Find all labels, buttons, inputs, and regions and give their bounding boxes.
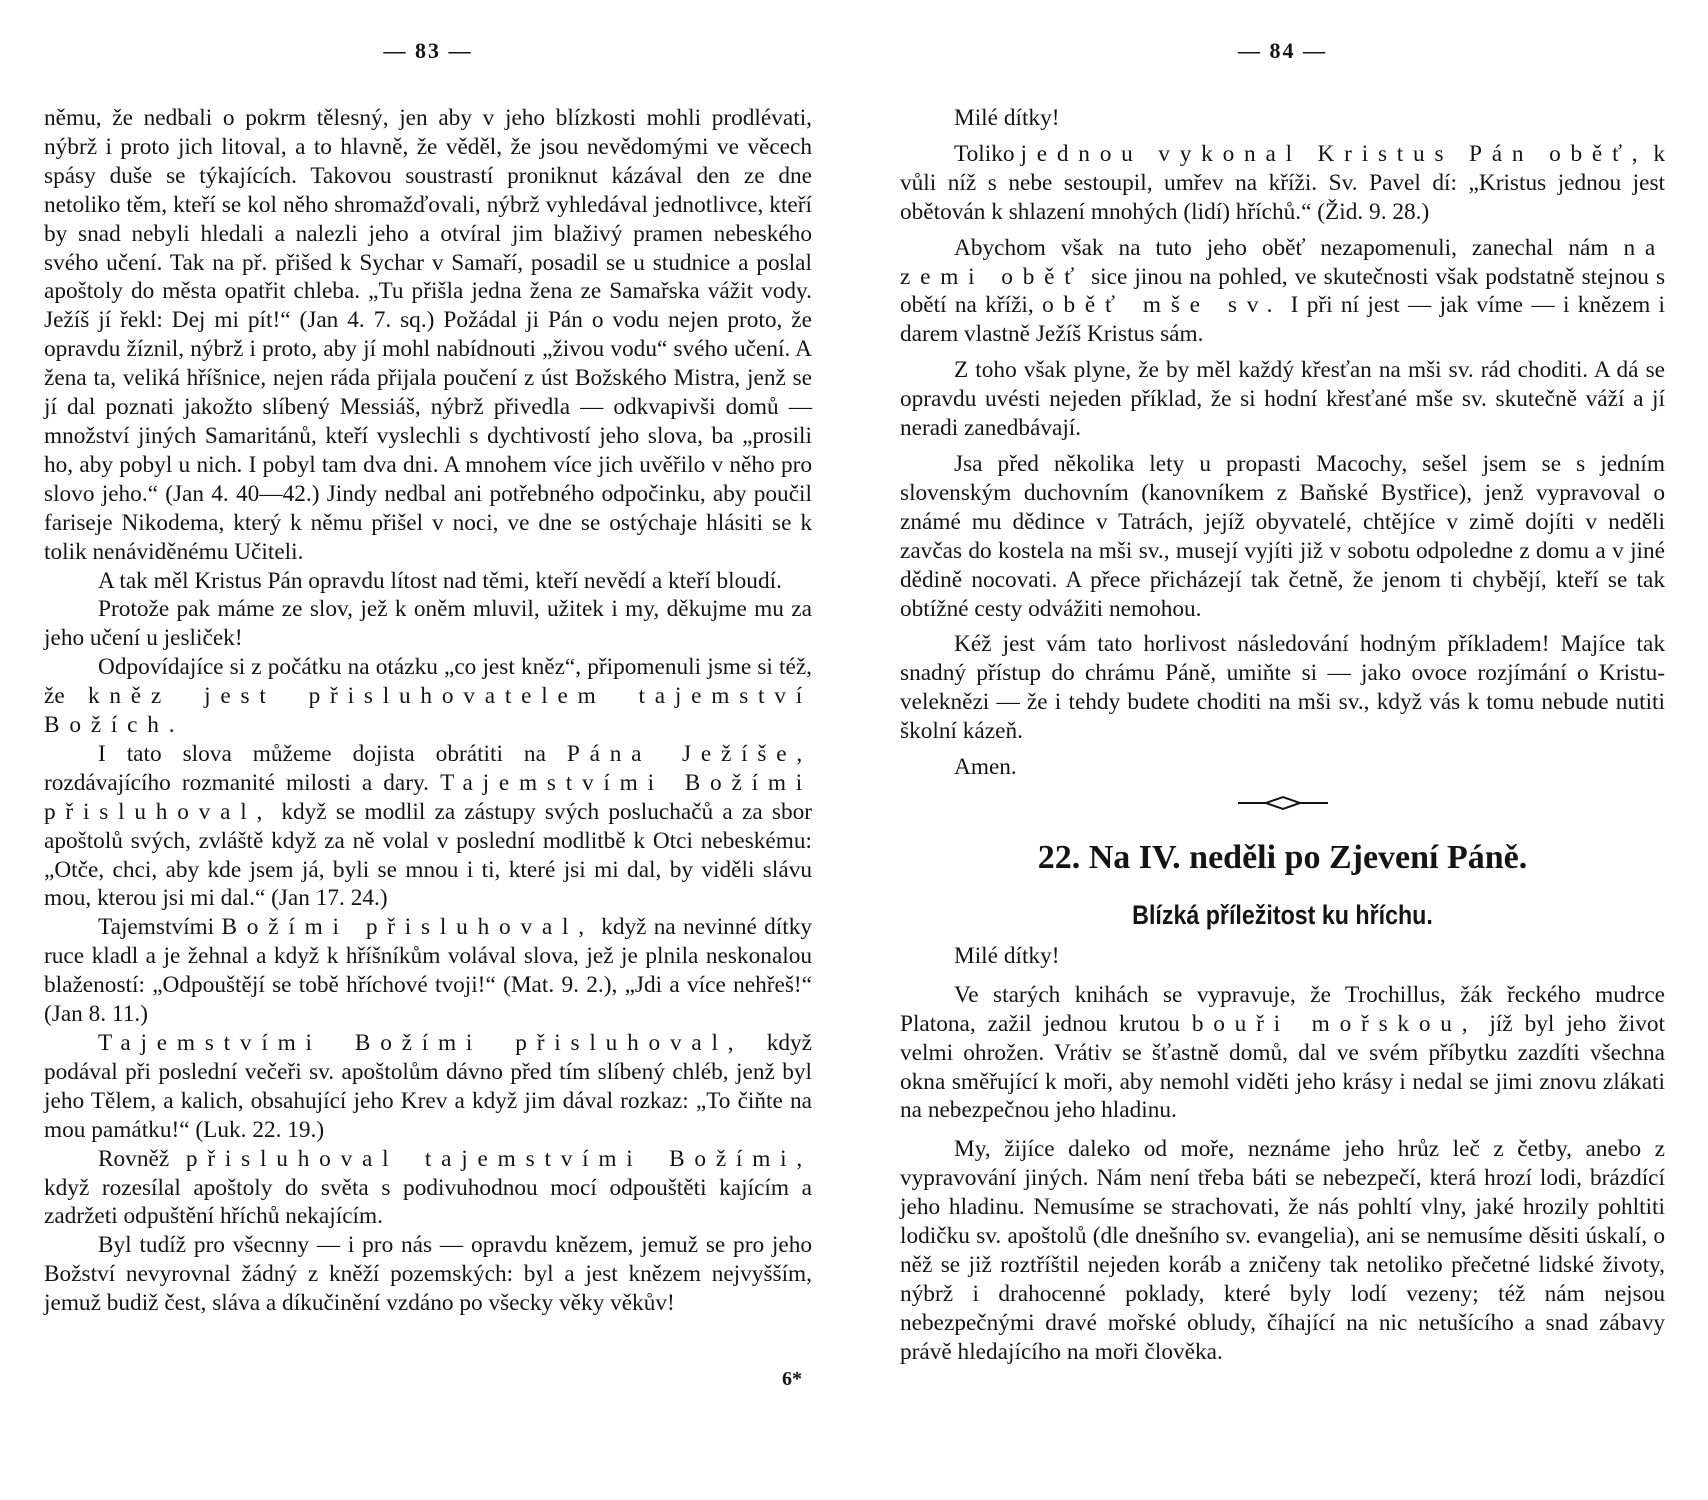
signature-mark: 6* <box>782 1368 802 1390</box>
spaced-emphasis: Božími přisluhoval, <box>221 914 594 941</box>
spaced-emphasis: kněz jest přisluhovatelem tajemství Božích. <box>44 683 812 739</box>
spaced-emphasis: na zemi oběť <box>900 234 1665 290</box>
paragraph: Byl tudíž pro všecnny — i pro nás — opravdu knězem, jemuž se pro jeho Božství nevyrovnal žádný z kněží pozemských: byl a jest knězem nejvyšším, jemuž budiž čest, sláva a díkučinění vzdáno po všecky věky věkův! <box>44 1232 812 1317</box>
paragraph: Rovněž přisluhoval tajemstvími Božími, když rozesílal apoštoly do světa s podivuhodnou mocí odpouštěti kajícím a zadržeti odpuštění hříchů nekajícím. <box>44 1145 813 1230</box>
section-title: 22. Na IV. neděli po Zjevení Páně. <box>1037 838 1528 876</box>
diamond-ornament-icon <box>1238 793 1328 813</box>
paragraph: Kéž jest vám tato horlivost následování hodným příkladem! Majíce tak snadný přístup do chrámu Páně, umiňte si — jako ovoce rozjímání o Kristu-veleknězi — že i tehdy budete choditi na mši sv., když vás k tomu nebude nutiti školní kázeň. <box>900 631 1665 745</box>
page-number-left: — 83 — <box>383 38 473 63</box>
paragraph: Tajemstvími Božími přisluhoval, když podával při poslední večeři sv. apoštolům dávno před tím slíbený chléb, jenž byl jeho Tělem, a kalich, obsahující jeho Krev a když jim dával rozkaz: „To čiňte na mou památku!“ (Luk. 22. 19.) <box>44 1030 813 1143</box>
paragraph: My, žijíce daleko od moře, neznáme jeho hrůz leč z četby, anebo z vypravování jiných. Nám není třeba báti se nebezpečí, která hrozí lodi, brázdící jeho hladinu. Nemusíme se strachovati, že nás pohltí vlny, jaké hrozily pohltiti lodičku sv. apoštolů (dle dnešního sv. evangelia), ani se nemusíme děsiti úskalí, o něž se již roztříštil nejeden koráb a zničeny tak netoliko přečetné lidské životy, nýbrž i drahocenné poklady, které byly lodí vezeny; též nám nejsou nebezpečnými dravé mořské obludy, číhající na nic netušícího a snad zábavy právě hledajícího na moři člověka. <box>900 1136 1665 1365</box>
ornament-divider <box>900 792 1665 830</box>
paragraph: Abychom však na tuto jeho oběť nezapomenuli, zanechal nám na zemi oběť sice jinou na pohled, ve skutečnosti však podstatně stejnou s obětí na kříži, oběť mše sv. I při ní jest — jak víme — i knězem i darem vlastně Ježíš Kristus sám. <box>900 234 1666 348</box>
paragraph: I tato slova můžeme dojista obrátiti na Pána Ježíše, rozdávajícího rozmanité milosti a dary. Tajemstvími Božími přisluhoval, když se modlil za zástupy svých posluchačů a za sbor apoštolů svých, zvláště když za ně volal v poslední modlitbě k Otci nebeskému: „Otče, chci, aby kde jsem já, byli se mnou i ti, které jsi mi dal, by viděli slávu mou, kterou jsi mi dal.“ (Jan 17. 24.) <box>44 740 813 912</box>
spaced-emphasis: Tajemstvími Božími přisluhoval, <box>44 769 813 825</box>
paragraph: Toliko jednou vykonal Kristus Pán oběť, k vůli níž s nebe sestoupil, umřev na kříži. Sv. Pavel dí: „Kristus jednou jest obětován k shlazení mnohých (lidí) hříchů.“ (Žid. 9. 28.) <box>900 140 1666 225</box>
paragraph: Amen. <box>954 754 1017 781</box>
paragraph: Z toho však plyne, že by měl každý křesťan na mši sv. rád choditi. A dá se opravdu uvésti nejeden příklad, že si hodní křesťané mše sv. skutečně váží a jí neradi zanedbávají. <box>900 357 1665 442</box>
greeting: Milé dítky! <box>954 105 1060 131</box>
spaced-emphasis: oběť mše sv. <box>1042 292 1283 319</box>
paragraph: A tak měl Kristus Pán opravdu lítost nad těmi, kteří nevědí a kteří bloudí. <box>98 567 782 594</box>
spaced-emphasis: přisluhoval tajemstvími Božími, <box>185 1145 813 1172</box>
spaced-emphasis: jednou vykonal Kristus Pán oběť, <box>1020 140 1648 167</box>
spaced-emphasis: Pána Ježíše, <box>566 740 812 767</box>
paragraph: Odpovídajíce si z počátku na otázku „co jest kněz“, připomenuli jsme si též, že kněz jest přisluhovatelem tajemství Božích. <box>44 654 812 739</box>
paragraph: Protože pak máme ze slov, jež k oněm mluvil, užitek i my, děkujme mu za jeho učení u jesliček! <box>44 596 812 652</box>
page-number-right: — 84 — <box>1238 38 1327 63</box>
paragraph: Ve starých knihách se vypravuje, že Trochillus, žák řeckého mudrce Platona, zažil jednou krutou bouři mořskou, jíž byl jeho život velmi ohrožen. Vrátiv se šťastně domů, dal ve svém příbytku zazdíti všechna okna směřující k moři, aby nemohl viděti jeho krásy i nedal se jimi znovu zlákati na nebezpečnou jeho hladinu. <box>900 981 1666 1124</box>
left-page-text <box>44 104 812 1318</box>
greeting: Milé dítky! <box>954 942 1060 969</box>
paragraph: němu, že nedbali o pokrm tělesný, jen aby v jeho blízkosti mohli prodlévati, nýbrž i proto jich litoval, a to hlavně, že věděl, že jsou nevědomými ve věcech spásy duše se týkajících. Takovou soustrastí proniknut kázával den ze dne netoliko těm, kteří se kol něho shromažďovali, nýbrž vyhledával jednotlivce, kteří by snad nebyli hledali a nalezli jeho a otvíral jim blaživý pramen nebeského svého učení. Tak na př. přišed k Sychar v Samaří, posadil se u studnice a poslal apoštoly do města opatřit chleba. „Tu přišla jedna žena ze Samařska vážit vody. Ježíš jí řekl: Dej mi pít!“ (Jan 4. 7. sq.) Požádal ji Pán o vodu nejen proto, že opravdu žíznil, nýbrž i proto, aby jí mohl nabídnouti „živou vodu“ svého učení. A žena ta, veliká hříšnice, nejen ráda přijala poučení z úst Božského Mistra, jenž se jí dal poznati jakožto slíbený Messiáš, nýbrž přivedla — odkvapivši domů — množství jiných Samaritánů, kteří vyslechli s dychtivostí jeho slova, ba „prosili ho, aby pobyl u nich. I pobyl tam dva dni. A mnohem více jich uvěřilo v něho pro slovo jeho.“ (Jan 4. 40—42.) Jindy nedbal ani potřebného odpočinku, aby poučil fariseje Nikodema, který k němu přišel v noci, ve dne se ostýchaje hlásiti se k tolik nenáviděnému Učiteli. <box>44 105 812 565</box>
spaced-emphasis: Tajemstvími Božími přisluhoval, <box>98 1030 744 1056</box>
spaced-emphasis: bouři mořskou, <box>1191 1010 1478 1037</box>
section-subtitle: Blízká příležitost ku hříchu. <box>1132 899 1433 930</box>
paragraph: Tajemstvími Božími přisluhoval, když na nevinné dítky ruce kladl a je žehnal a když k hříšníkům volával slova, jež je plnila neskonalou blažeností: „Odpouštějí se tobě hříchové tvoji!“ (Mat. 9. 2.), „Jdi a více nehřeš!“ (Jan 8. 11.) <box>44 914 812 1028</box>
paragraph: Jsa před několika lety u propasti Macochy, sešel jsem se s jedním slovenským duchovním (kanovníkem z Baňské Bystřice), jenž vypravoval o známé mu dědince v Tatrách, jejíž obyvatelé, chtějíce v zimě dojíti v neděli zavčas do kostela na mši sv., musejí vyjíti již v sobotu odpoledne z domu a v jiné dědině nocovati. A přece přicházejí tak četně, že jenom ti chybějí, kteří se tak obtížné cesty odvážiti nemohou. <box>900 450 1665 622</box>
right-page-text <box>900 104 1665 1367</box>
